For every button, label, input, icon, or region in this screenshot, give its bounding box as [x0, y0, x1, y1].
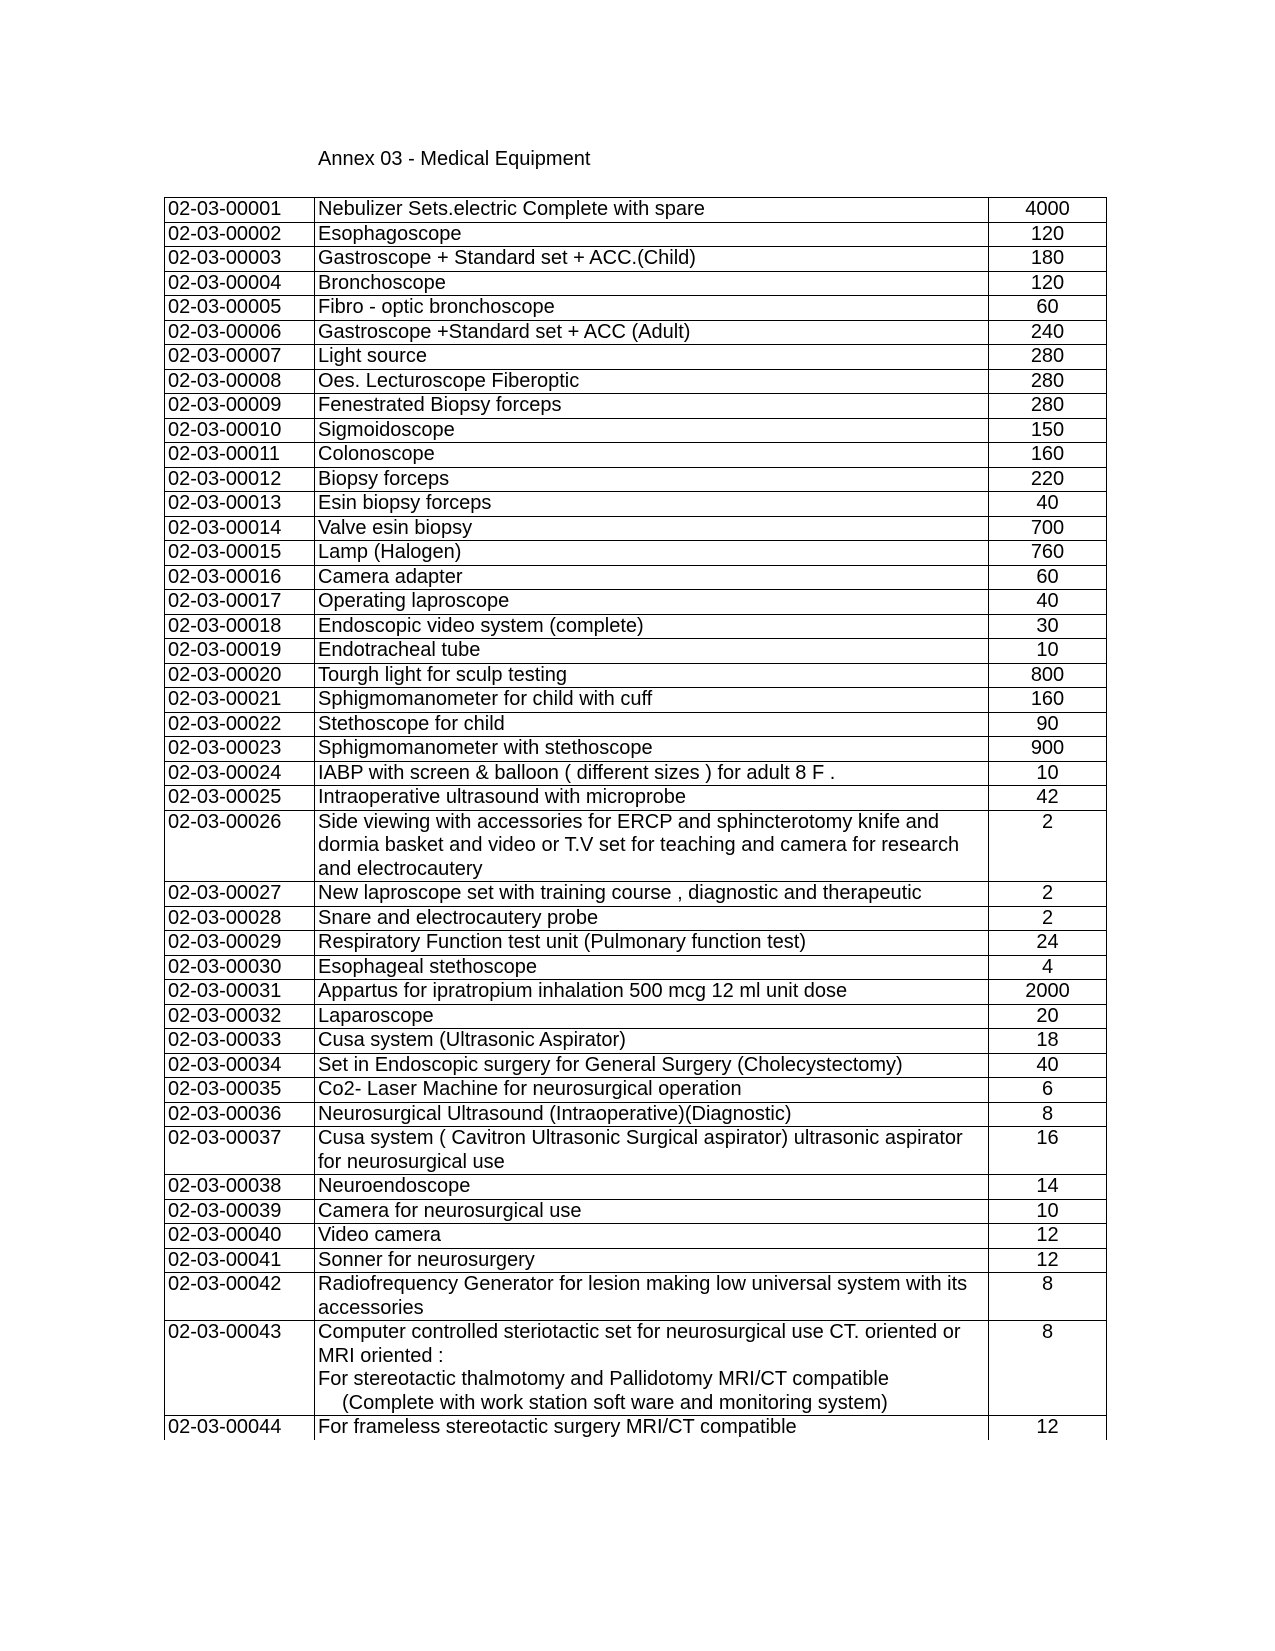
item-quantity: 8 — [989, 1102, 1107, 1127]
item-quantity: 10 — [989, 1199, 1107, 1224]
item-code: 02-03-00029 — [165, 931, 315, 956]
item-description: Gastroscope + Standard set + ACC.(Child) — [318, 247, 696, 269]
item-quantity: 24 — [989, 931, 1107, 956]
item-description-cell — [315, 980, 989, 1005]
equipment-table-container — [164, 197, 1106, 1440]
item-description-cell — [315, 467, 989, 492]
item-description: IABP with screen & balloon ( different sizes ) for adult 8 F . — [318, 761, 836, 784]
item-quantity: 220 — [989, 467, 1107, 492]
table-row — [165, 198, 1107, 223]
item-description: Oes. Lecturoscope Fiberoptic — [318, 369, 580, 392]
item-code: 02-03-00043 — [165, 1321, 315, 1416]
item-description: For frameless stereotactic surgery MRI/CT compatible — [318, 1416, 797, 1438]
item-quantity: 16 — [989, 1127, 1107, 1175]
item-quantity: 60 — [989, 565, 1107, 590]
item-description: Camera for neurosurgical use — [318, 1199, 582, 1222]
table-row — [165, 1273, 1107, 1321]
item-quantity: 240 — [989, 320, 1107, 345]
item-quantity: 12 — [989, 1248, 1107, 1273]
item-quantity: 10 — [989, 761, 1107, 786]
item-quantity: 40 — [989, 492, 1107, 517]
item-description: Fibro - optic bronchoscope — [318, 296, 555, 318]
item-description-cell — [315, 590, 989, 615]
table-row — [165, 369, 1107, 394]
item-description: Neuroendoscope — [318, 1175, 471, 1197]
table-row — [165, 1416, 1107, 1440]
table-row — [165, 345, 1107, 370]
item-code: 02-03-00007 — [165, 345, 315, 370]
item-code: 02-03-00027 — [165, 882, 315, 907]
item-description-cell — [315, 1102, 989, 1127]
item-code: 02-03-00009 — [165, 394, 315, 419]
item-code: 02-03-00042 — [165, 1273, 315, 1321]
item-quantity: 900 — [989, 737, 1107, 762]
item-code: 02-03-00021 — [165, 688, 315, 713]
item-description-cell — [315, 516, 989, 541]
item-description: Bronchoscope — [318, 271, 446, 294]
item-code: 02-03-00010 — [165, 418, 315, 443]
table-row — [165, 516, 1107, 541]
item-description: Laparoscope — [318, 1004, 434, 1027]
item-quantity: 2 — [989, 882, 1107, 907]
table-row — [165, 1004, 1107, 1029]
item-quantity: 8 — [989, 1321, 1107, 1416]
item-quantity: 18 — [989, 1029, 1107, 1054]
item-code: 02-03-00019 — [165, 639, 315, 664]
item-description: Sphigmomanometer with stethoscope — [318, 737, 653, 759]
item-description-cell — [315, 882, 989, 907]
table-row — [165, 565, 1107, 590]
item-quantity: 180 — [989, 247, 1107, 272]
item-description: Operating laproscope — [318, 590, 510, 612]
item-description-cell — [315, 271, 989, 296]
item-quantity: 40 — [989, 1053, 1107, 1078]
item-description: Intraoperative ultrasound with microprobe — [318, 786, 686, 808]
item-code: 02-03-00011 — [165, 443, 315, 468]
item-description: New laproscope set with training course , diagnostic and therapeutic — [318, 882, 922, 904]
item-description-cell — [315, 614, 989, 639]
item-code: 02-03-00039 — [165, 1199, 315, 1224]
item-description: Endotracheal tube — [318, 639, 481, 661]
table-row — [165, 663, 1107, 688]
table-row — [165, 1321, 1107, 1416]
item-description: Stethoscope for child — [318, 712, 505, 735]
item-code: 02-03-00041 — [165, 1248, 315, 1273]
item-description-cell — [315, 222, 989, 247]
item-description-cell — [315, 1199, 989, 1224]
item-description-subline: (Complete with work station soft ware and monitoring system) — [342, 1391, 888, 1414]
item-description-cell — [315, 394, 989, 419]
item-description: Lamp (Halogen) — [318, 541, 462, 563]
item-code: 02-03-00006 — [165, 320, 315, 345]
item-code: 02-03-00034 — [165, 1053, 315, 1078]
item-quantity: 2000 — [989, 980, 1107, 1005]
item-code: 02-03-00032 — [165, 1004, 315, 1029]
item-code: 02-03-00013 — [165, 492, 315, 517]
item-description-cell — [315, 369, 989, 394]
item-description-cell — [315, 1053, 989, 1078]
item-description-cell — [315, 492, 989, 517]
table-row — [165, 443, 1107, 468]
item-code: 02-03-00037 — [165, 1127, 315, 1175]
item-quantity: 760 — [989, 541, 1107, 566]
item-description: Esophageal stethoscope — [318, 955, 538, 978]
item-quantity: 6 — [989, 1078, 1107, 1103]
table-row — [165, 467, 1107, 492]
item-code: 02-03-00016 — [165, 565, 315, 590]
item-description: Fenestrated Biopsy forceps — [318, 394, 562, 416]
item-description-cell — [315, 565, 989, 590]
item-code: 02-03-00012 — [165, 467, 315, 492]
item-code: 02-03-00015 — [165, 541, 315, 566]
table-row — [165, 320, 1107, 345]
item-description-cell — [315, 345, 989, 370]
item-quantity: 30 — [989, 614, 1107, 639]
table-row — [165, 1175, 1107, 1200]
item-code: 02-03-00018 — [165, 614, 315, 639]
item-description-subline: For stereotactic thalmotomy and Pallidotomy MRI/CT compatible — [318, 1368, 889, 1390]
table-row — [165, 761, 1107, 786]
item-description-cell — [315, 906, 989, 931]
item-code: 02-03-00031 — [165, 980, 315, 1005]
table-row — [165, 955, 1107, 980]
item-quantity: 120 — [989, 271, 1107, 296]
table-row — [165, 810, 1107, 882]
item-description-cell — [315, 786, 989, 811]
item-code: 02-03-00004 — [165, 271, 315, 296]
item-code: 02-03-00040 — [165, 1224, 315, 1249]
item-description: Cusa system ( Cavitron Ultrasonic Surgical aspirator) ultrasonic aspirator for neurosurgical use — [318, 1127, 963, 1173]
item-description: Radiofrequency Generator for lesion making low universal system with its accessories — [318, 1273, 968, 1319]
item-quantity: 280 — [989, 345, 1107, 370]
item-description: Respiratory Function test unit (Pulmonary function test) — [318, 931, 806, 953]
item-description-cell — [315, 810, 989, 882]
item-quantity: 160 — [989, 443, 1107, 468]
item-description: Neurosurgical Ultrasound (Intraoperative)(Diagnostic) — [318, 1102, 792, 1125]
item-description: Co2- Laser Machine for neurosurgical operation — [318, 1078, 742, 1100]
table-row — [165, 296, 1107, 321]
table-row — [165, 247, 1107, 272]
table-row — [165, 1078, 1107, 1103]
table-row — [165, 222, 1107, 247]
equipment-table — [164, 197, 1107, 1440]
item-description-cell — [315, 320, 989, 345]
item-description-cell — [315, 1416, 989, 1440]
table-row — [165, 1102, 1107, 1127]
item-quantity: 150 — [989, 418, 1107, 443]
item-quantity: 10 — [989, 639, 1107, 664]
item-quantity: 14 — [989, 1175, 1107, 1200]
item-description-cell — [315, 198, 989, 223]
item-description-cell — [315, 296, 989, 321]
item-description: Esophagoscope — [318, 222, 462, 245]
item-code: 02-03-00035 — [165, 1078, 315, 1103]
table-row — [165, 712, 1107, 737]
item-description: Tourgh light for sculp testing — [318, 663, 568, 686]
item-quantity: 20 — [989, 1004, 1107, 1029]
table-row — [165, 394, 1107, 419]
item-description: Colonoscope — [318, 443, 435, 465]
item-quantity: 4000 — [989, 198, 1107, 223]
item-code: 02-03-00023 — [165, 737, 315, 762]
table-row — [165, 1127, 1107, 1175]
item-description-cell — [315, 931, 989, 956]
table-row — [165, 688, 1107, 713]
item-description: Endoscopic video system (complete) — [318, 614, 644, 637]
item-description-cell — [315, 1175, 989, 1200]
item-description-cell — [315, 1248, 989, 1273]
item-quantity: 280 — [989, 394, 1107, 419]
item-description: Snare and electrocautery probe — [318, 906, 599, 929]
table-row — [165, 1199, 1107, 1224]
table-row — [165, 590, 1107, 615]
item-quantity: 2 — [989, 906, 1107, 931]
item-quantity: 42 — [989, 786, 1107, 811]
item-code: 02-03-00033 — [165, 1029, 315, 1054]
item-quantity: 800 — [989, 663, 1107, 688]
item-description: Camera adapter — [318, 565, 463, 588]
item-code: 02-03-00024 — [165, 761, 315, 786]
item-code: 02-03-00044 — [165, 1416, 315, 1440]
item-description-cell — [315, 418, 989, 443]
item-quantity: 280 — [989, 369, 1107, 394]
table-row — [165, 541, 1107, 566]
table-row — [165, 1029, 1107, 1054]
item-quantity: 60 — [989, 296, 1107, 321]
item-code: 02-03-00002 — [165, 222, 315, 247]
item-description-cell — [315, 1224, 989, 1249]
item-code: 02-03-00017 — [165, 590, 315, 615]
table-row — [165, 639, 1107, 664]
item-code: 02-03-00038 — [165, 1175, 315, 1200]
item-description-cell — [315, 1004, 989, 1029]
item-description-cell — [315, 688, 989, 713]
item-description: Video camera — [318, 1224, 442, 1246]
item-quantity: 4 — [989, 955, 1107, 980]
item-code: 02-03-00001 — [165, 198, 315, 223]
item-description: Set in Endoscopic surgery for General Surgery (Cholecystectomy) — [318, 1053, 903, 1076]
item-code: 02-03-00030 — [165, 955, 315, 980]
table-row — [165, 1224, 1107, 1249]
table-row — [165, 418, 1107, 443]
item-description-cell — [315, 1127, 989, 1175]
item-description: Light source — [318, 345, 427, 367]
item-description: Side viewing with accessories for ERCP and sphincterotomy knife and dormia basket and video or T.V set for teaching and camera for research and electrocautery — [318, 810, 960, 880]
item-quantity: 120 — [989, 222, 1107, 247]
item-code: 02-03-00036 — [165, 1102, 315, 1127]
item-description-cell — [315, 955, 989, 980]
table-row — [165, 614, 1107, 639]
item-description-cell — [315, 247, 989, 272]
item-description: Gastroscope +Standard set + ACC (Adult) — [318, 320, 691, 343]
item-code: 02-03-00008 — [165, 369, 315, 394]
item-description: Nebulizer Sets.electric Complete with spare — [318, 198, 705, 220]
item-code: 02-03-00020 — [165, 663, 315, 688]
item-description: Sigmoidoscope — [318, 418, 455, 441]
table-row — [165, 931, 1107, 956]
item-description-cell — [315, 761, 989, 786]
item-description-cell — [315, 712, 989, 737]
table-row — [165, 492, 1107, 517]
table-row — [165, 1248, 1107, 1273]
equipment-table-body — [165, 198, 1107, 1440]
item-description-cell — [315, 1029, 989, 1054]
item-quantity: 8 — [989, 1273, 1107, 1321]
table-row — [165, 786, 1107, 811]
item-code: 02-03-00028 — [165, 906, 315, 931]
item-description: Valve esin biopsy — [318, 516, 473, 539]
table-row — [165, 906, 1107, 931]
item-description-cell — [315, 737, 989, 762]
item-description-cell — [315, 663, 989, 688]
table-row — [165, 271, 1107, 296]
table-row — [165, 980, 1107, 1005]
table-row — [165, 737, 1107, 762]
item-code: 02-03-00026 — [165, 810, 315, 882]
item-description: Esin biopsy forceps — [318, 492, 492, 514]
item-description: Computer controlled steriotactic set for neurosurgical use CT. oriented or MRI oriented : — [318, 1321, 961, 1367]
item-description: Sphigmomanometer for child with cuff — [318, 688, 653, 710]
item-quantity: 12 — [989, 1224, 1107, 1249]
table-row — [165, 1053, 1107, 1078]
item-description-cell — [315, 639, 989, 664]
item-description: Appartus for ipratropium inhalation 500 mcg 12 ml unit dose — [318, 980, 848, 1002]
item-code: 02-03-00014 — [165, 516, 315, 541]
item-description: Sonner for neurosurgery — [318, 1248, 535, 1271]
page-title: Annex 03 - Medical Equipment — [318, 148, 591, 170]
item-quantity: 2 — [989, 810, 1107, 882]
item-code: 02-03-00022 — [165, 712, 315, 737]
item-description-cell — [315, 1078, 989, 1103]
item-description: Biopsy forceps — [318, 467, 450, 490]
item-quantity: 40 — [989, 590, 1107, 615]
item-description-cell — [315, 1273, 989, 1321]
item-code: 02-03-00003 — [165, 247, 315, 272]
table-row — [165, 882, 1107, 907]
item-description-cell — [315, 1321, 989, 1416]
item-quantity: 160 — [989, 688, 1107, 713]
item-quantity: 90 — [989, 712, 1107, 737]
item-description: Cusa system (Ultrasonic Aspirator) — [318, 1029, 626, 1051]
item-quantity: 12 — [989, 1416, 1107, 1440]
item-code: 02-03-00025 — [165, 786, 315, 811]
item-description-cell — [315, 541, 989, 566]
item-quantity: 700 — [989, 516, 1107, 541]
item-description-cell — [315, 443, 989, 468]
item-code: 02-03-00005 — [165, 296, 315, 321]
